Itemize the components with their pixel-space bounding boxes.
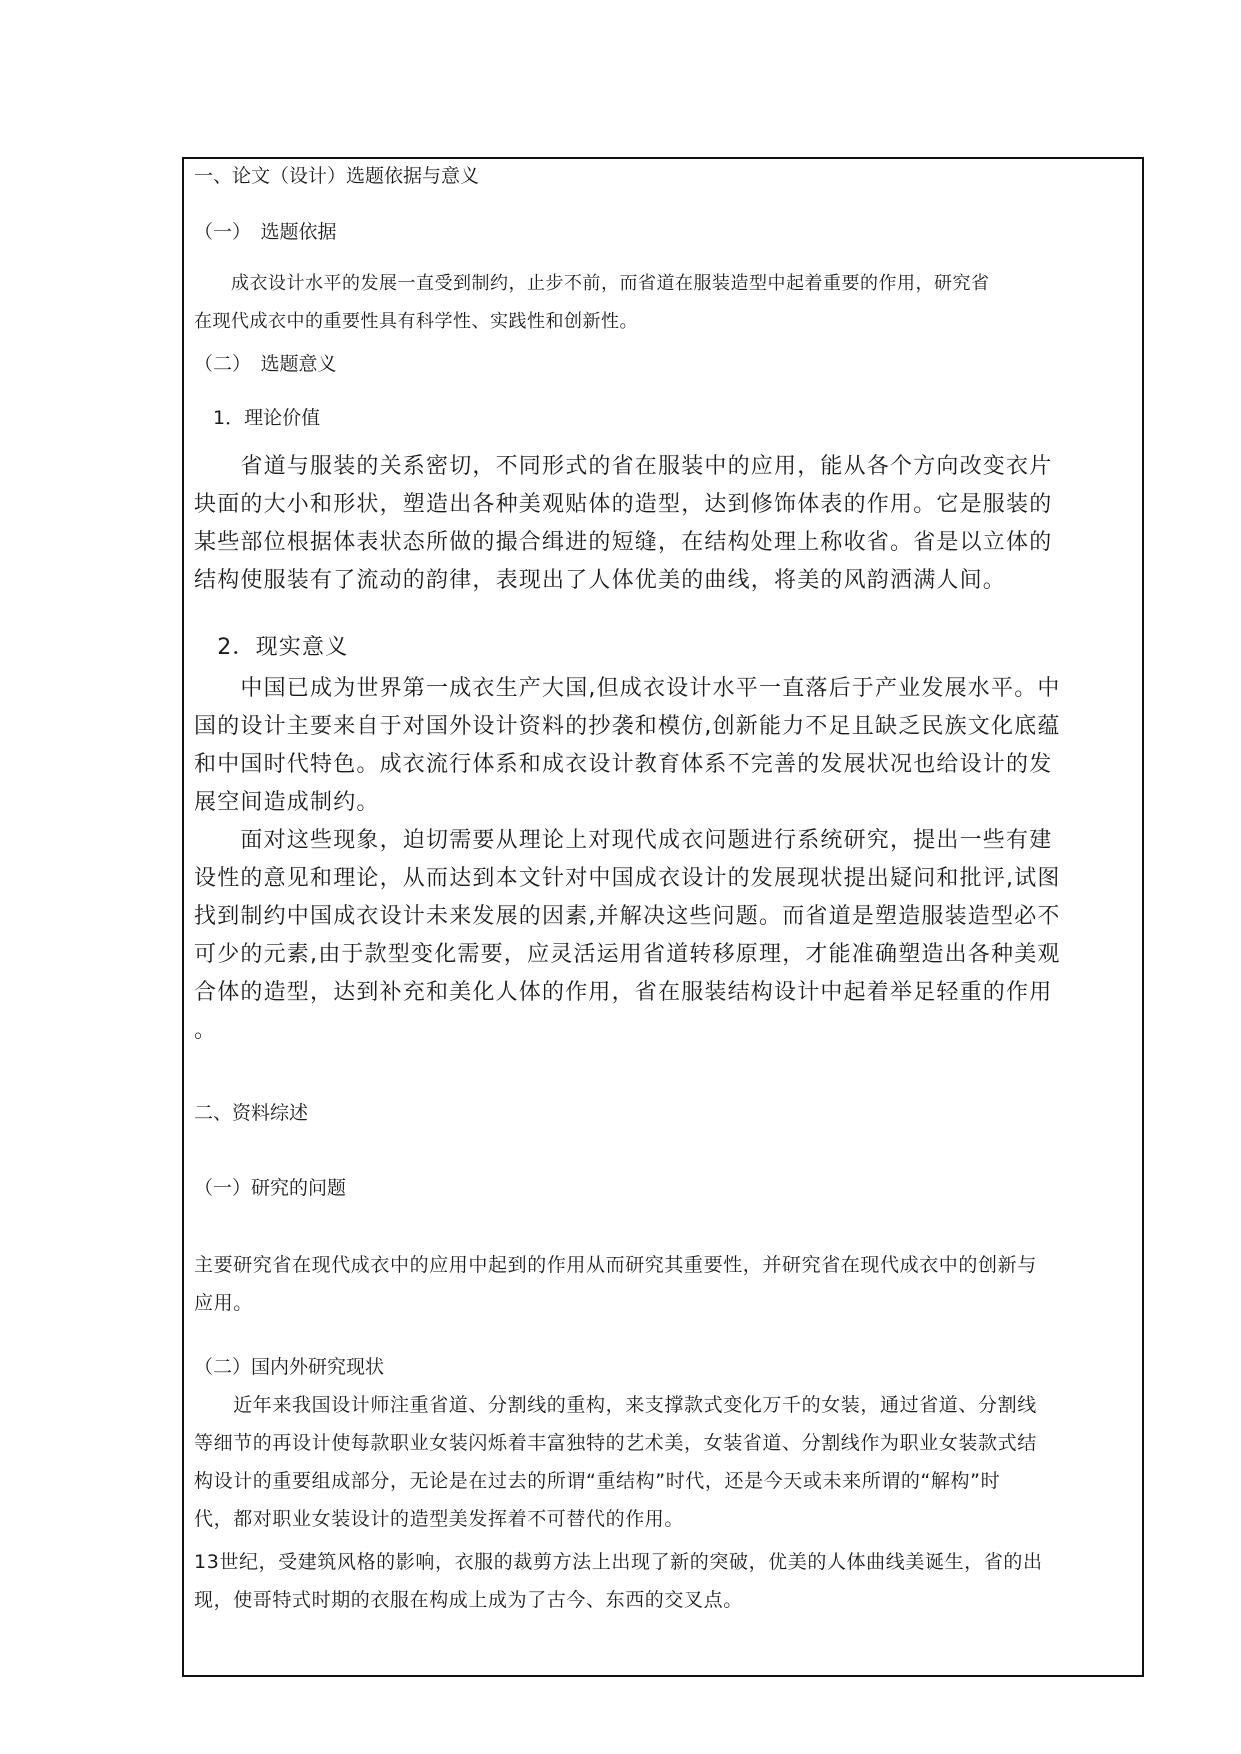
- section-2-title: 二、资料综述: [194, 1102, 309, 1124]
- text-line: 近年来我国设计师注重省道、分割线的重构，来支撑款式变化万千的女装，通过省道、分割线: [194, 1394, 1037, 1416]
- text-line: 和中国时代特色。成衣流行体系和成衣设计教育体系不完善的发展状况也给设计的发: [194, 752, 1053, 777]
- text-line: 构设计的重要组成部分，无论是在过去的所谓“重结构”时代，还是今天或未来所谓的“解构”时: [194, 1470, 1001, 1492]
- selection-significance-title: （二） 选题意义: [194, 353, 337, 375]
- text-line: 成衣设计水平的发展一直受到制约，止步不前，而省道在服装造型中起着重要的作用，研究省: [194, 273, 990, 294]
- selection-basis-title: （一） 选题依据: [194, 221, 337, 243]
- text-line: 应用。: [194, 1292, 253, 1314]
- text-line: 现，使哥特式时期的衣服在构成上成为了古今、东西的交叉点。: [194, 1589, 743, 1611]
- theory-value-title: 1．理论价值: [194, 407, 321, 429]
- text-line: 结构使服装有了流动的韵律，表现出了人体优美的曲线，将美的风韵洒满人间。: [194, 568, 1007, 593]
- theory-value-paragraph: [194, 448, 1052, 600]
- research-status-title: （二）国内外研究现状: [194, 1356, 385, 1378]
- text-line: 某些部位根据体表状态所做的撮合缉进的短缝，在结构处理上称收省。省是以立体的: [194, 530, 1053, 555]
- research-problem-title: （一）研究的问题: [194, 1177, 347, 1199]
- text-line: 面对这些现象，迫切需要从理论上对现代成衣问题进行系统研究，提出一些有建: [194, 828, 1053, 853]
- research-problem-paragraph: [194, 1246, 1037, 1322]
- text-line: 省道与服装的关系密切，不同形式的省在服装中的应用，能从各个方向改变衣片: [194, 454, 1053, 479]
- text-line: 展空间造成制约。: [194, 790, 380, 815]
- section-1-title: 一、论文（设计）选题依据与意义: [194, 165, 480, 187]
- document-table-frame: [182, 157, 1144, 1677]
- text-line: 设性的意见和理论，从而达到本文针对中国成衣设计的发展现状提出疑问和批评,试图: [194, 866, 1061, 891]
- text-line: 合体的造型，达到补充和美化人体的作用，省在服装结构设计中起着举足轻重的作用: [194, 980, 1053, 1005]
- practical-significance-paragraph: [194, 670, 1061, 1050]
- text-line: 。: [194, 1018, 218, 1043]
- text-line: 13世纪，受建筑风格的影响，衣服的裁剪方法上出现了新的突破，优美的人体曲线美诞生，省的出: [194, 1551, 1043, 1573]
- text-line: 代，都对职业女装设计的造型美发挥着不可替代的作用。: [194, 1508, 685, 1530]
- text-line: 块面的大小和形状，塑造出各种美观贴体的造型，达到修饰体表的作用。它是服装的: [194, 492, 1053, 517]
- text-line: 等细节的再设计使每款职业女装闪烁着丰富独特的艺术美，女装省道、分割线作为职业女装款式结: [194, 1432, 1037, 1454]
- text-line: 在现代成衣中的重要性具有科学性、实践性和创新性。: [194, 311, 638, 332]
- practical-significance-title: 2．现实意义: [194, 635, 349, 660]
- text-line: 可少的元素,由于款型变化需要，应灵活运用省道转移原理，才能准确塑造出各种美观: [194, 942, 1061, 967]
- text-line: 主要研究省在现代成衣中的应用中起到的作用从而研究其重要性，并研究省在现代成衣中的创新与: [194, 1254, 1037, 1276]
- text-line: 中国已成为世界第一成衣生产大国,但成衣设计水平一直落后于产业发展水平。中: [194, 676, 1061, 701]
- text-line: 找到制约中国成衣设计未来发展的因素,并解决这些问题。而省道是塑造服装造型必不: [194, 904, 1061, 929]
- research-status-paragraph: [194, 1386, 1037, 1538]
- text-line: 国的设计主要来自于对国外设计资料的抄袭和模仿,创新能力不足且缺乏民族文化底蕴: [194, 714, 1061, 739]
- selection-basis-paragraph: [194, 265, 990, 341]
- history-paragraph: [194, 1543, 1043, 1619]
